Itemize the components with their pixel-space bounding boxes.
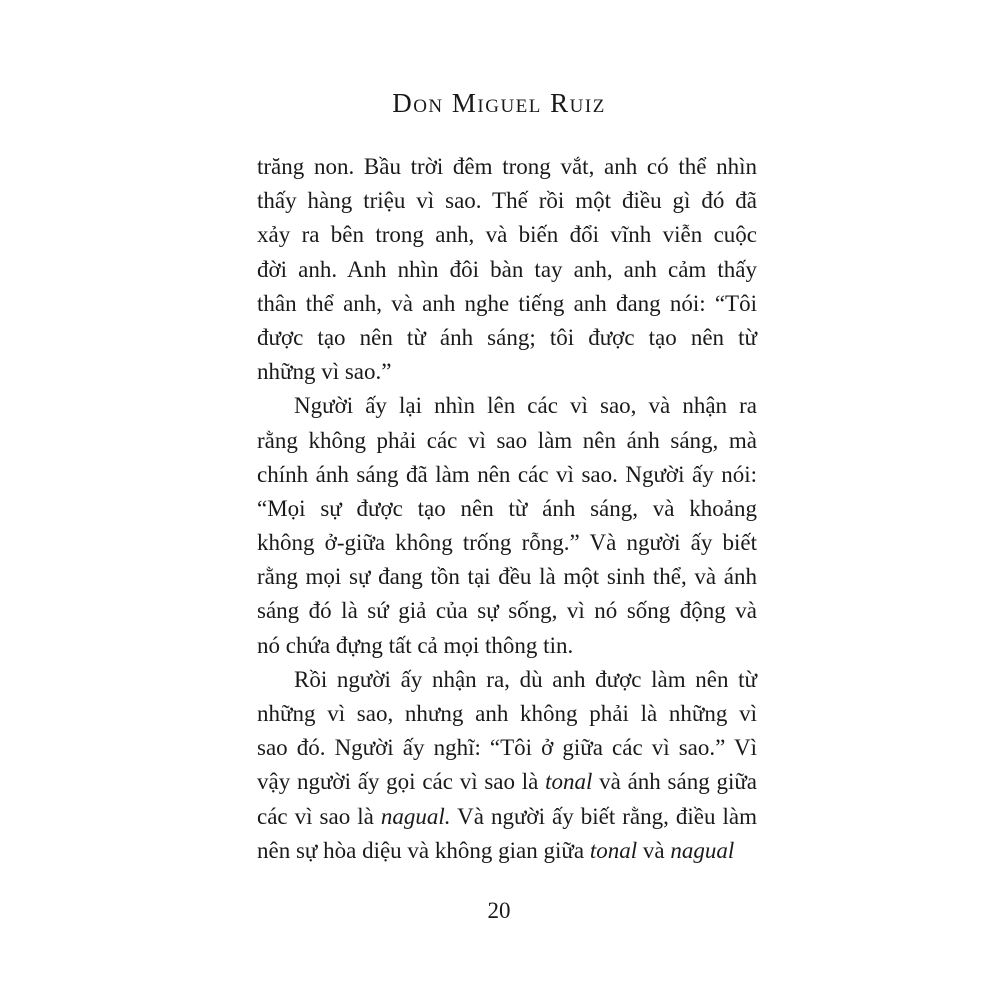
italic-term: nagual. bbox=[380, 803, 451, 829]
text-line: trăng non. Bầu trời đêm trong vắt, anh có thể nhìn bbox=[257, 154, 757, 179]
text-line: xảy ra bên trong anh, và biến đổi vĩnh viễn cuộc bbox=[257, 222, 757, 248]
text-line: nên sự hòa diệu và không gian giữa tonal và nagual bbox=[257, 837, 735, 863]
body-text bbox=[257, 150, 757, 868]
text-line: thấy hàng triệu vì sao. Thế rồi một điều gì đó đã bbox=[257, 188, 757, 214]
text-line: không ở-giữa không trống rỗng.” Và người ấy biết bbox=[257, 530, 757, 556]
text-line: sáng đó là sứ giả của sự sống, vì nó sống động và bbox=[257, 598, 757, 624]
text-line: những vì sao.” bbox=[257, 359, 392, 385]
text-line: rằng không phải các vì sao làm nên ánh sáng, mà bbox=[257, 427, 757, 453]
italic-term: nagual bbox=[670, 837, 735, 863]
text-line: những vì sao, nhưng anh không phải là những vì bbox=[257, 701, 757, 726]
text-line: Người ấy lại nhìn lên các vì sao, và nhận ra bbox=[294, 393, 757, 419]
text-line: được tạo nên từ ánh sáng; tôi được tạo nên từ bbox=[257, 324, 757, 350]
text-line: các vì sao là nagual. Và người ấy biết rằng, điều làm bbox=[257, 803, 757, 829]
text-line: Rồi người ấy nhận ra, dù anh được làm nên từ bbox=[294, 666, 757, 692]
text-line: thân thể anh, và anh nghe tiếng anh đang nói: “Tôi bbox=[257, 290, 757, 316]
text-line: vậy người ấy gọi các vì sao là tonal và ánh sáng giữa bbox=[257, 769, 758, 795]
text-line: “Mọi sự được tạo nên từ ánh sáng, và khoảng bbox=[257, 495, 757, 521]
text-line: đời anh. Anh nhìn đôi bàn tay anh, anh cảm thấy bbox=[257, 256, 757, 282]
italic-term: tonal bbox=[545, 769, 593, 795]
text-line: rằng mọi sự đang tồn tại đều là một sinh thể, và ánh bbox=[257, 564, 757, 590]
text-line: nó chứa đựng tất cả mọi thông tin. bbox=[257, 632, 574, 658]
page-number: 20 bbox=[487, 898, 511, 923]
italic-term: tonal bbox=[589, 837, 638, 863]
text-line: sao đó. Người ấy nghĩ: “Tôi ở giữa các vì sao.” Vì bbox=[257, 735, 757, 761]
text-line: chính ánh sáng đã làm nên các vì sao. Người ấy nói: bbox=[257, 461, 757, 487]
running-head-author: Don Miguel Ruiz bbox=[392, 88, 606, 118]
